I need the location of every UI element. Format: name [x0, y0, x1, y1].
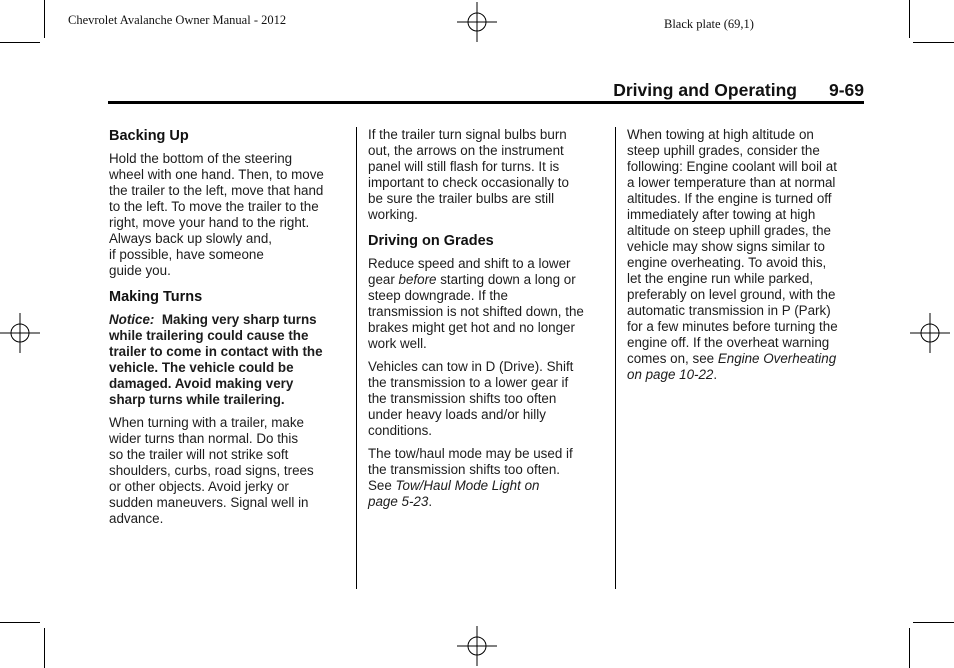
text-line: brakes might get hot and no longer [368, 320, 575, 335]
text-line: to the left. To move the trailer to the [109, 199, 319, 214]
text-line: automatic transmission in P (Park) [627, 303, 831, 318]
column-divider [356, 127, 357, 589]
registration-mark-icon [910, 313, 950, 353]
text-line: a lower temperature than at normal [627, 175, 836, 190]
page-number: 9-69 [828, 80, 864, 100]
text-line: while trailering could cause the [109, 328, 309, 343]
text-line: important to check occasionally to [368, 175, 569, 190]
section-title: Driving and Operating [613, 80, 797, 100]
text-line: Reduce speed and shift to a lower [368, 256, 571, 271]
text-line: working. [368, 207, 418, 222]
text-line: guide you. [109, 263, 171, 278]
text-line: vehicle. The vehicle could be [109, 360, 294, 375]
text-line: following: Engine coolant will boil at [627, 159, 837, 174]
text-line: under heavy loads and/or hilly [368, 407, 546, 422]
crop-mark [0, 622, 40, 623]
text-line: so the trailer will not strike soft [109, 447, 289, 462]
emphasis-text: before [398, 272, 437, 287]
text-line: When turning with a trailer, make [109, 415, 304, 430]
cross-reference-link[interactable]: page 5-23 [368, 494, 429, 509]
plate-id: Black plate (69,1) [664, 17, 754, 31]
cross-reference-link[interactable]: Tow/Haul Mode Light on [395, 478, 540, 493]
text-line: work well. [368, 336, 427, 351]
text-line: . [713, 367, 718, 382]
text-line: engine off. If the overheat warning [627, 335, 830, 350]
text-line: Vehicles can tow in D (Drive). Shift [368, 359, 574, 374]
making-turns-heading: Making Turns [109, 289, 203, 305]
column-3 [627, 127, 863, 390]
text-line: out, the arrows on the instrument [368, 143, 564, 158]
text-line: The tow/haul mode may be used if [368, 446, 573, 461]
text-line: vehicle may show signs similar to [627, 239, 825, 254]
altitude-paragraph [627, 127, 863, 383]
text-line: . [428, 494, 433, 509]
text-line: engine overheating. To avoid this, [627, 255, 827, 270]
text-line: altitude on steep uphill grades, the [627, 223, 831, 238]
text-line: steep uphill grades, consider the [627, 143, 820, 158]
grades-paragraph-1 [368, 256, 608, 352]
text-line: the trailer to the left, move that hand [109, 183, 324, 198]
text-line: right, move your hand to the right. [109, 215, 310, 230]
text-line: gear [368, 272, 399, 287]
backing-up-paragraph [109, 151, 347, 279]
cross-reference-link[interactable]: Engine Overheating [717, 351, 837, 366]
grades-paragraph-2 [368, 359, 608, 439]
column-divider [615, 127, 616, 589]
driving-on-grades-heading: Driving on Grades [368, 233, 494, 249]
column-1 [109, 127, 347, 534]
registration-mark-icon [457, 2, 497, 42]
crop-mark [0, 42, 40, 43]
text-line: advance. [109, 511, 164, 526]
text-line: starting down a long or [436, 272, 576, 287]
text-line: wider turns than normal. Do this [109, 431, 299, 446]
header-rule [108, 101, 864, 104]
page-header [580, 80, 864, 101]
crop-mark [44, 628, 45, 668]
text-line: sudden maneuvers. Signal well in [109, 495, 309, 510]
registration-mark-icon [0, 313, 40, 353]
text-line: transmission is not shifted down, the [368, 304, 584, 319]
registration-mark-icon [457, 626, 497, 666]
text-line: shoulders, curbs, road signs, trees [109, 463, 314, 478]
crop-mark [913, 622, 954, 623]
text-line: comes on, see [627, 351, 718, 366]
tow-haul-paragraph [368, 446, 608, 510]
text-line: conditions. [368, 423, 433, 438]
column-2 [368, 127, 608, 517]
cross-reference-link[interactable]: on page 10-22 [627, 367, 714, 382]
text-line: sharp turns while trailering. [109, 392, 285, 407]
text-line: trailer to come in contact with the [109, 344, 323, 359]
turns-paragraph [109, 415, 347, 527]
text-line: if possible, have someone [109, 247, 264, 262]
notice-label: Notice: [109, 312, 155, 327]
text-line: Always back up slowly and, [109, 231, 272, 246]
text-line: the transmission to a lower gear if [368, 375, 569, 390]
crop-mark [913, 42, 954, 43]
crop-mark [44, 0, 45, 38]
text-line: When towing at high altitude on [627, 127, 814, 142]
text-line: wheel with one hand. Then, to move [109, 167, 324, 182]
crop-mark [909, 628, 910, 668]
text-line: See [368, 478, 396, 493]
text-line: damaged. Avoid making very [109, 376, 294, 391]
text-line: immediately after towing at high [627, 207, 816, 222]
text-line: or other objects. Avoid jerky or [109, 479, 289, 494]
text-line: the transmission shifts too often [368, 391, 557, 406]
text-line: Hold the bottom of the steering [109, 151, 293, 166]
manual-title: Chevrolet Avalanche Owner Manual - 2012 [68, 13, 287, 27]
crop-mark [909, 0, 910, 38]
backing-up-heading: Backing Up [109, 128, 189, 144]
text-line: let the engine run while parked, [627, 271, 814, 286]
text-line: the transmission shifts too often. [368, 462, 561, 477]
notice-paragraph [109, 312, 347, 408]
text-line: panel will still flash for turns. It is [368, 159, 560, 174]
text-line: be sure the trailer bulbs are still [368, 191, 555, 206]
text-line: Making very sharp turns [161, 312, 317, 327]
text-line: preferably on level ground, with the [627, 287, 836, 302]
text-line: If the trailer turn signal bulbs burn [368, 127, 567, 142]
text-line: steep downgrade. If the [368, 288, 508, 303]
text-line: altitudes. If the engine is turned off [627, 191, 832, 206]
text-line: for a few minutes before turning the [627, 319, 838, 334]
turn-signal-paragraph [368, 127, 608, 223]
